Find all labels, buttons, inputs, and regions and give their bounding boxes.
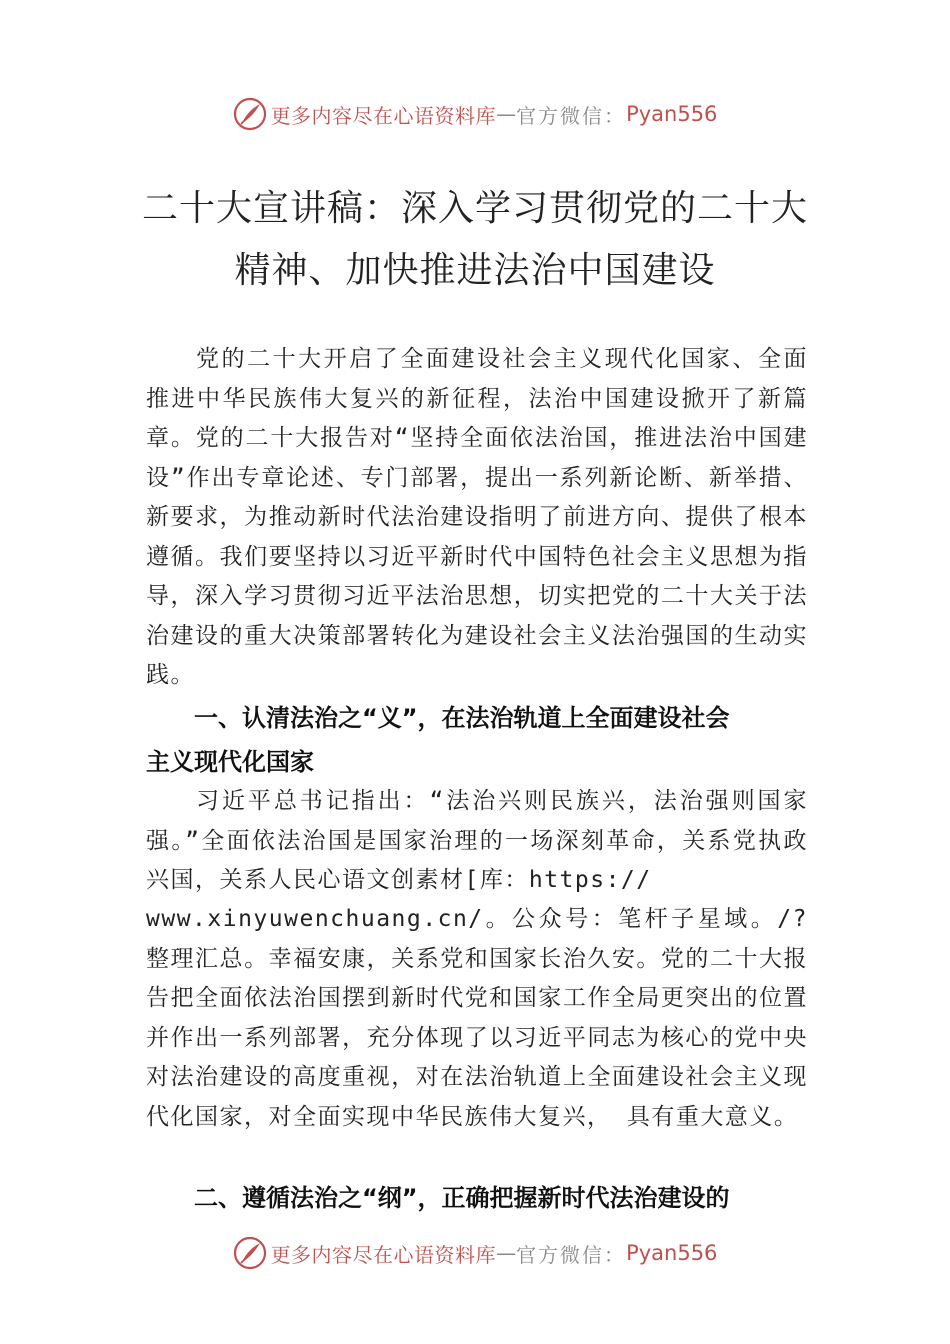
title-line-2: 精神、加快推进法治中国建设 (234, 250, 716, 291)
header-banner (0, 94, 950, 134)
banner-wechat-label: 官方微信： (516, 1242, 627, 1267)
section-1-paragraph-a: 习近平总书记指出：“法治兴则民族兴，法治强则国家强。”全面依法治国是国家治理的一场深刻革命，关系党执政兴国，关系人民心语文创素材[库：https:// (146, 788, 808, 893)
banner-text: 更多内容尽在心语资料库 (270, 103, 497, 128)
banner-wechat-id: Pyan556 (626, 1241, 718, 1265)
title-line-1: 二十大宣讲稿：深入学习贯彻党的二十大 (141, 188, 808, 229)
section-1-heading-line-2: 主义现代化国家 (146, 748, 314, 776)
section-2-heading: 二、遵循法治之“纲”，正确把握新时代法治建设的 (194, 1184, 730, 1212)
section-1-paragraph-b: www.xinyuwenchuang.cn/。公众号：笔杆子星域。/?整理汇总。幸福安康，关系党和国家长治久安。党的二十大报告把全面依法治国摆到新时代党和国家工作全局更突出的位置并作出一系列部署，充分体现了以习近平同志为核心的党中央对法治建设的高度重视，对在法治轨道上全面建设社会主义现代化国家，对全面实现中华民族伟大复兴， 具有重大意义。 (146, 906, 808, 1130)
footer-banner (0, 1233, 950, 1273)
banner-separator: — (496, 102, 517, 126)
banner-separator: — (496, 1241, 517, 1265)
section-1-heading (146, 696, 808, 784)
banner-wechat-id: Pyan556 (626, 102, 718, 126)
quill-logo-icon (233, 1236, 267, 1270)
intro-paragraph: 党的二十大开启了全面建设社会主义现代化国家、全面推进中华民族伟大复兴的新征程，法治中国建设掀开了新篇章。党的二十大报告对“坚持全面依法治国，推进法治中国建设”作出专章论述、专门部署，提出一系列新论断、新举措、新要求，为推动新时代法治建设指明了前进方向、提供了根本遵循。我们要坚持以习近平新时代中国特色社会主义思想为指导，深入学习贯彻习近平法治思想，切实把党的二十大关于法治建设的重大决策部署转化为建设社会主义法治强国的生动实践。 (146, 346, 808, 688)
banner-wechat-label: 官方微信： (516, 103, 627, 128)
document-title (100, 178, 850, 302)
banner-text: 更多内容尽在心语资料库 (270, 1242, 497, 1267)
quill-logo-icon (233, 97, 267, 131)
section-1-heading-line-1: 一、认清法治之“义”，在法治轨道上全面建设社会 (194, 704, 730, 732)
